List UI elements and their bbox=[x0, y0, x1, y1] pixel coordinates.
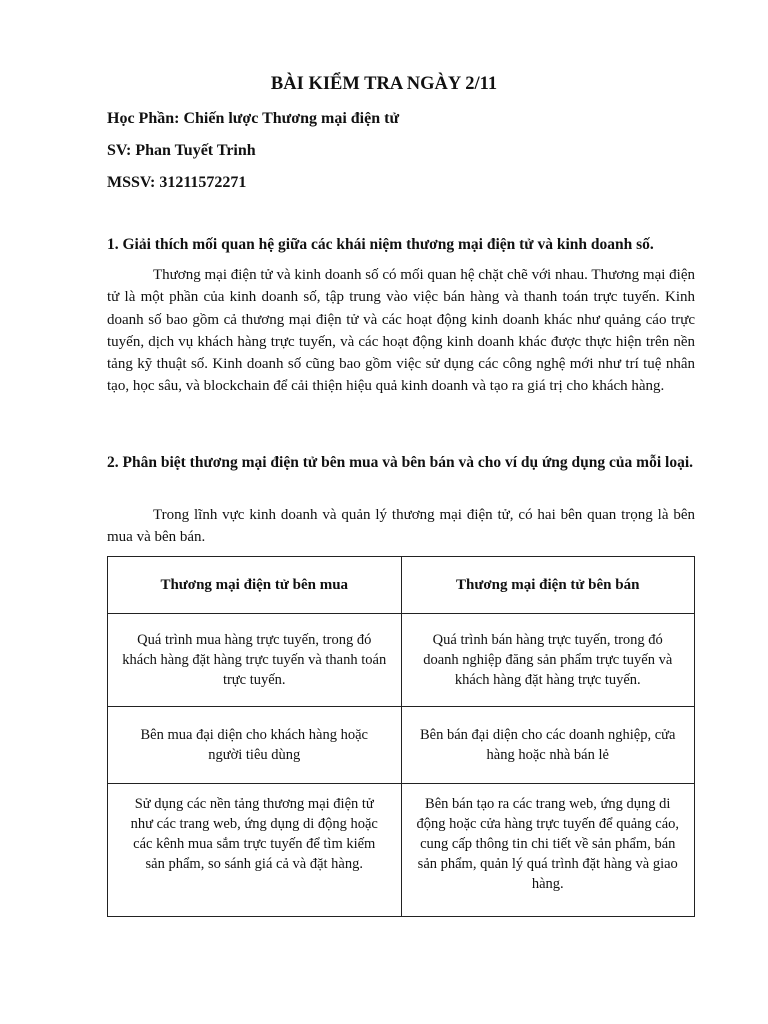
student-name: SV: Phan Tuyết Trinh bbox=[107, 142, 256, 159]
table-row bbox=[108, 614, 695, 707]
table-row bbox=[108, 784, 695, 917]
cell-buy-process: Quá trình mua hàng trực tuyến, trong đó khách hàng đặt hàng trực tuyến và thanh toán trực tuyến. bbox=[108, 614, 402, 707]
section-1-heading: 1. Giải thích mối quan hệ giữa các khái niệm thương mại điện tử và kinh doanh số. bbox=[107, 236, 654, 253]
cell-sell-process: Quá trình bán hàng trực tuyến, trong đó doanh nghiệp đăng sản phẩm trực tuyến và khách hàng đặt hàng trực tuyến. bbox=[401, 614, 695, 707]
section-1-paragraph: Thương mại điện tử và kinh doanh số có mối quan hệ chặt chẽ với nhau. Thương mại điện tử là một phần của kinh doanh số, tập trung vào việc bán hàng và thanh toán trực tuyến. Kinh doanh số bao gồm cả thương mại điện tử và các hoạt động kinh doanh khác như quảng cáo trực tuyến, dịch vụ khách hàng trực tuyến, và các hoạt động kinh doanh khác được thực hiện trên nền tảng kỹ thuật số. Kinh doanh số cũng bao gồm việc sử dụng các công nghệ mới như trí tuệ nhân tạo, học sâu, và blockchain để cải thiện hiệu quả kinh doanh và tạo ra giá trị cho khách hàng. bbox=[107, 267, 695, 395]
header-buy-side: Thương mại điện tử bên mua bbox=[108, 557, 402, 614]
cell-buy-platforms: Sử dụng các nền tảng thương mại điện tử như các trang web, ứng dụng di động hoặc các kênh mua sắm trực tuyến để tìm kiếm sản phẩm, so sánh giá cả và đặt hàng. bbox=[108, 784, 402, 917]
student-id: MSSV: 31211572271 bbox=[107, 174, 247, 191]
cell-sell-platforms: Bên bán tạo ra các trang web, ứng dụng di động hoặc cửa hàng trực tuyến để quảng cáo, cung cấp thông tin chi tiết về sản phẩm, bán sản phẩm, quản lý quá trình đặt hàng và giao hàng. bbox=[401, 784, 695, 917]
header-sell-side: Thương mại điện tử bên bán bbox=[401, 557, 695, 614]
section-2-paragraph: Trong lĩnh vực kinh doanh và quản lý thương mại điện tử, có hai bên quan trọng là bên mua và bên bán. bbox=[107, 507, 695, 546]
course-line: Học Phần: Chiến lược Thương mại điện tử bbox=[107, 110, 400, 127]
table-header-row bbox=[108, 557, 695, 614]
cell-buy-party: Bên mua đại diện cho khách hàng hoặc người tiêu dùng bbox=[108, 707, 402, 784]
comparison-table bbox=[107, 556, 695, 917]
table-row bbox=[108, 707, 695, 784]
section-2-heading: 2. Phân biệt thương mại điện tử bên mua và bên bán và cho ví dụ ứng dụng của mỗi loại. bbox=[107, 454, 693, 471]
cell-sell-party: Bên bán đại diện cho các doanh nghiệp, cửa hàng hoặc nhà bán lẻ bbox=[401, 707, 695, 784]
document-title: BÀI KIỂM TRA NGÀY 2/11 bbox=[270, 74, 498, 94]
